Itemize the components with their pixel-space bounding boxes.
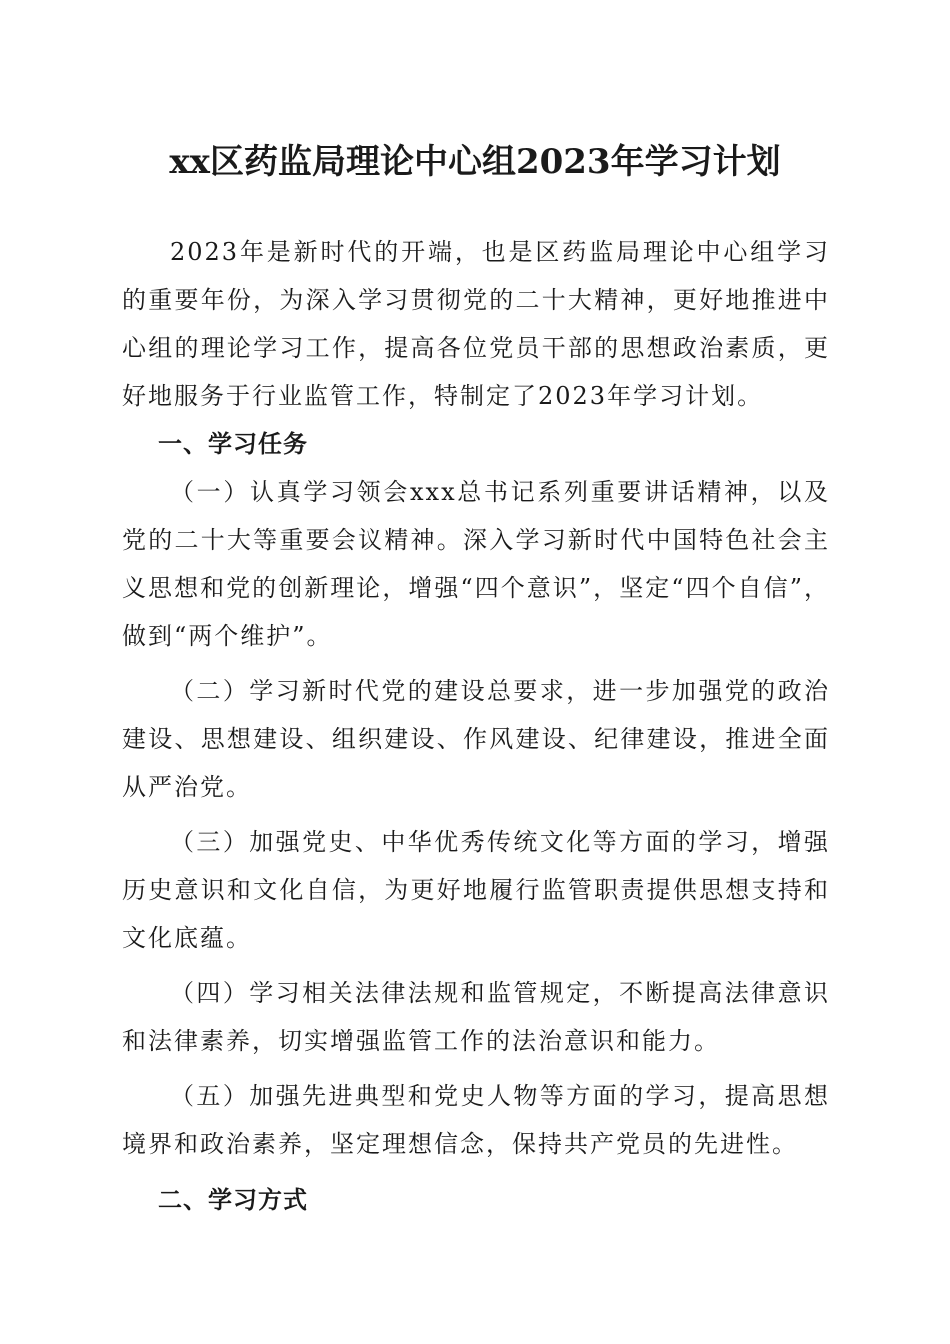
document-body xyxy=(122,228,830,1224)
document-title: xx区药监局理论中心组2023年学习计划 xyxy=(169,142,781,182)
task-item-3: （三）加强党史、中华优秀传统文化等方面的学习，增强历史意识和文化自信，为更好地履行监管职责提供思想支持和文化底蕴。 xyxy=(122,828,830,952)
section-heading-tasks: 一、学习任务 xyxy=(158,430,308,458)
section-heading-methods: 二、学习方式 xyxy=(158,1186,308,1214)
task-item-1: （一）认真学习领会xxx总书记系列重要讲话精神，以及党的二十大等重要会议精神。深入学习新时代中国特色社会主义思想和党的创新理论，增强“四个意识”，坚定“四个自信”，做到“两个维护”。 xyxy=(122,478,830,650)
task-item-4: （四）学习相关法律法规和监管规定，不断提高法律意识和法律素养，切实增强监管工作的法治意识和能力。 xyxy=(122,979,830,1055)
task-item-5: （五）加强先进典型和党史人物等方面的学习，提高思想境界和政治素养，坚定理想信念，保持共产党员的先进性。 xyxy=(122,1082,830,1158)
intro-paragraph: 2023年是新时代的开端，也是区药监局理论中心组学习的重要年份，为深入学习贯彻党的二十大精神，更好地推进中心组的理论学习工作，提高各位党员干部的思想政治素质，更好地服务于行业监管工作，特制定了2023年学习计划。 xyxy=(122,238,830,410)
task-item-2: （二）学习新时代党的建设总要求，进一步加强党的政治建设、思想建设、组织建设、作风建设、纪律建设，推进全面从严治党。 xyxy=(122,677,830,801)
